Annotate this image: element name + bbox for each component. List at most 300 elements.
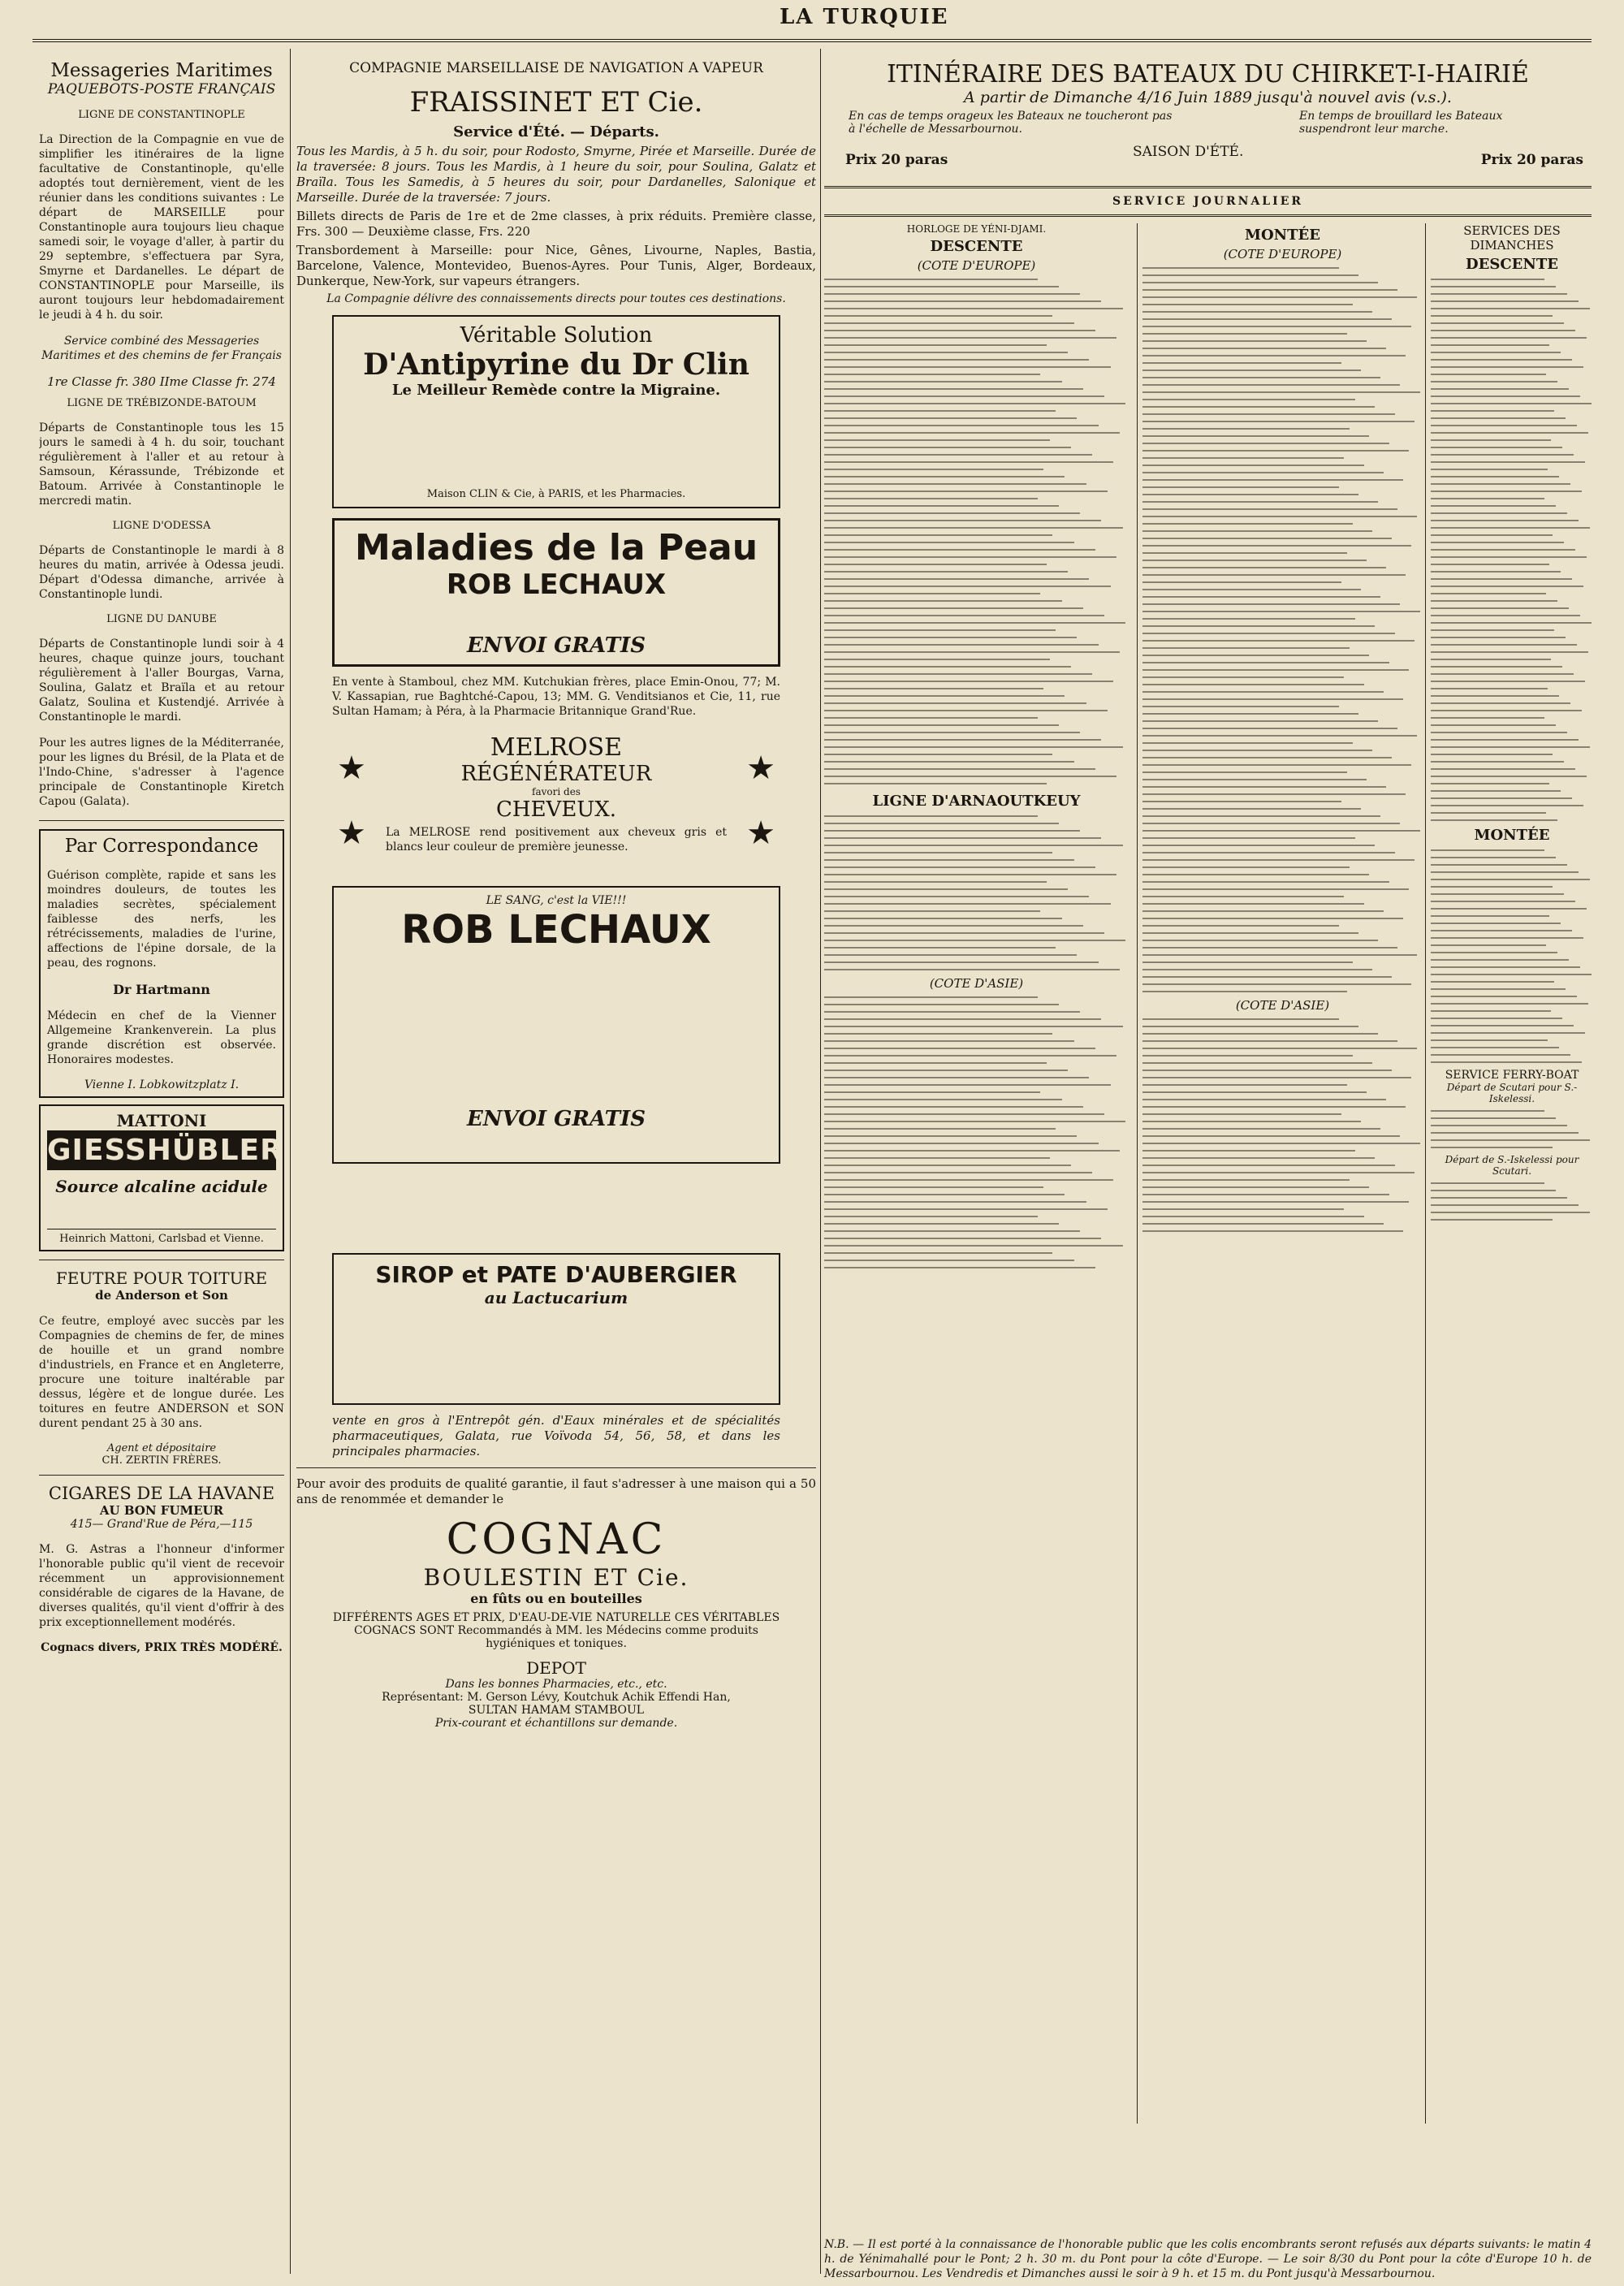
text-line xyxy=(1142,757,1392,758)
company-header: COMPAGNIE MARSEILLAISE DE NAVIGATION A VAPEUR xyxy=(349,60,763,76)
text-line xyxy=(824,866,1095,868)
text-line xyxy=(824,1113,1104,1115)
masthead xyxy=(0,0,1624,49)
text-line xyxy=(1142,421,1415,422)
column-rule xyxy=(820,49,821,2274)
text-line xyxy=(824,710,1108,711)
text-line xyxy=(1431,944,1546,946)
service-text-3: Transbordement à Marseille: pour Nice, Gênes, Livourne, Naples, Bastia, Barcelone, Valence, Montevideo, Buenos-Ayres. Pour Tunis, Alger, Bordeaux, Dunkerque, New-York, sur vapeurs étrangers. xyxy=(296,243,816,288)
ferry-title: SERVICE FERRY-BOAT xyxy=(1445,1069,1579,1082)
rob-lechaux-2: ROB LECHAUX xyxy=(401,907,711,953)
text-line xyxy=(1142,823,1400,824)
text-line xyxy=(1142,443,1389,444)
maladies-ad xyxy=(332,518,780,667)
text-line xyxy=(1142,932,1358,934)
montee-cote-europe: (COTE D'EUROPE) xyxy=(1223,247,1342,261)
note-right: En temps de brouillard les Bateaux suspendront leur marche. xyxy=(1299,110,1503,136)
text-line xyxy=(1431,344,1549,346)
text-line xyxy=(1142,435,1369,437)
text-line xyxy=(1431,981,1554,983)
text-line xyxy=(1431,439,1551,441)
nb-text: N.B. — Il est porté à la connaissance de l'honorable public que les colis encombrants seront refusés aux départs suivants: le matin 4 h. de Yénimahallé pour le Pont; 2 h. 30 m. du Pont pour la côte d'Europe. — Le soir 8/30 du Pont pour la côte d'Europe 10 h. de Messarbournou. Les Vendredis et Dimanches aussi le soir à 9 h. et 15 m. du Pont jusqu'à Messarbournou. xyxy=(824,2238,1592,2280)
text-line xyxy=(1142,1194,1389,1195)
descente-cote-europe: (COTE D'EUROPE) xyxy=(917,258,1036,273)
text-line xyxy=(1142,1033,1378,1035)
text-line xyxy=(1142,399,1355,400)
text-line xyxy=(1431,615,1580,616)
montee-title: MONTÉE xyxy=(1245,227,1320,244)
masthead-rule xyxy=(32,39,1592,42)
envoi-gratis-2: ENVOI GRATIS xyxy=(466,1107,646,1131)
text-line xyxy=(824,629,1056,631)
note-left: En cas de temps orageux les Bateaux ne toucheront pas à l'échelle de Messarbournou. xyxy=(849,110,1173,136)
text-line xyxy=(1431,1212,1590,1213)
text-line xyxy=(1431,732,1567,733)
text-line xyxy=(1431,600,1557,602)
text-line xyxy=(1142,1048,1417,1049)
text-line xyxy=(824,395,1104,397)
text-line xyxy=(1431,673,1574,675)
text-line xyxy=(1431,322,1564,324)
text-line xyxy=(824,600,1062,602)
text-line xyxy=(824,969,1120,970)
text-line xyxy=(824,483,1086,485)
text-line xyxy=(1142,596,1380,598)
cognac-title: COGNAC xyxy=(446,1515,667,1564)
text-line xyxy=(1431,1047,1559,1048)
text-line xyxy=(1431,1039,1548,1041)
text-line xyxy=(824,681,1113,682)
service-journalier: SERVICE JOURNALIER xyxy=(1112,195,1304,208)
dimanches-montee: MONTÉE xyxy=(1474,827,1550,844)
text-line xyxy=(824,918,1062,919)
text-line xyxy=(1431,812,1546,814)
text-line xyxy=(1431,1110,1544,1112)
text-line xyxy=(824,815,1038,817)
text-line xyxy=(1142,618,1355,620)
text-line xyxy=(1431,549,1575,551)
text-line xyxy=(824,593,1040,594)
text-line xyxy=(1142,866,1350,868)
text-line xyxy=(1142,501,1378,503)
antipyrine-top: Véritable Solution xyxy=(460,323,653,348)
service-note: Service combiné des Messageries Maritimes et des chemins de fer Français xyxy=(41,335,282,362)
text-line xyxy=(1431,381,1557,382)
text-line xyxy=(1142,947,1397,949)
service-text: Tous les Mardis, à 5 h. du soir, pour Rodosto, Smyrne, Pirée et Marseille. Durée de la traversée: 8 jours. Tous les Mardis, à 1 heure du soir, pour Soulina, Galatz et Braïla. Tous les Samedis, à 5 heures du soir, pour Dardanelles, Salonique et Marseille. Durée de la traversée: 7 jours. xyxy=(296,144,816,205)
text-line xyxy=(1431,768,1575,770)
futs: en fûts ou en bouteilles xyxy=(470,1591,642,1606)
text-line xyxy=(1431,527,1590,529)
text-line xyxy=(1142,669,1409,671)
text-line xyxy=(824,447,1071,448)
text-line xyxy=(1142,274,1358,276)
text-line xyxy=(1142,874,1369,875)
text-line xyxy=(1142,1091,1367,1093)
horloge: HORLOGE DE YÉNI-DJAMI. xyxy=(906,223,1047,235)
mattoni-ad xyxy=(39,1104,284,1251)
text-line xyxy=(1431,923,1561,924)
text-line xyxy=(1142,581,1341,583)
text-line xyxy=(824,315,1052,317)
text-line xyxy=(824,724,1059,726)
text-line xyxy=(824,410,1056,412)
text-line xyxy=(1142,771,1347,773)
text-line xyxy=(824,432,1120,434)
text-line xyxy=(1431,586,1583,587)
text-line xyxy=(824,454,1092,456)
text-line xyxy=(1142,1157,1375,1159)
text-line xyxy=(1431,593,1546,594)
service-footer: La Compagnie délivre des connaissements directs pour toutes ces destinations. xyxy=(326,292,786,305)
text-line xyxy=(1431,578,1572,580)
text-line xyxy=(824,381,1062,382)
correspondance-title: Par Correspondance xyxy=(64,836,259,857)
text-line xyxy=(824,783,1047,784)
text-line xyxy=(1431,395,1580,397)
text-line xyxy=(824,940,1125,941)
melrose-title: MELROSE xyxy=(490,733,623,762)
text-line xyxy=(1431,571,1561,573)
text-line xyxy=(824,300,1101,302)
text-line xyxy=(1431,1003,1588,1005)
text-line xyxy=(1142,698,1403,700)
text-line xyxy=(1431,498,1544,499)
text-line xyxy=(1431,819,1557,821)
text-line xyxy=(824,1223,1059,1225)
text-line xyxy=(1142,1165,1395,1166)
text-line xyxy=(824,534,1052,536)
text-line xyxy=(1431,1025,1574,1026)
divider xyxy=(296,1467,816,1468)
star-icon: ★ xyxy=(337,815,366,852)
text-line xyxy=(824,830,1080,832)
text-line xyxy=(1142,611,1420,612)
text-line xyxy=(824,1070,1068,1071)
text-line xyxy=(1142,713,1358,715)
text-line xyxy=(1142,991,1347,992)
text-line xyxy=(1431,1132,1579,1134)
text-line xyxy=(1142,625,1375,627)
text-line xyxy=(1142,1106,1406,1108)
text-line xyxy=(1142,976,1392,978)
text-line xyxy=(824,910,1040,912)
text-line xyxy=(824,739,1101,741)
mediterranean-text: Pour les autres lignes de la Méditerranée, pour les lignes du Brésil, de la Plata et de l'Indo-Chine, s'adresser à l'agence principale de Constantinople Kiretch Capou (Galata). xyxy=(39,737,284,808)
text-line xyxy=(824,925,1083,927)
timetable xyxy=(824,223,1592,2124)
text-line xyxy=(824,1055,1116,1057)
ferry-table xyxy=(1431,1110,1592,1148)
text-line xyxy=(1431,761,1564,763)
text-line xyxy=(1142,494,1358,495)
text-line xyxy=(1142,589,1361,590)
text-line xyxy=(1142,428,1350,430)
itineraire-notes xyxy=(824,106,1592,179)
text-line xyxy=(824,852,1052,853)
text-line xyxy=(824,542,1074,543)
correspondance-ad xyxy=(39,829,284,1098)
text-line xyxy=(1142,311,1372,313)
sirop-title: SIROP et PATE D'AUBERGIER xyxy=(375,1261,737,1288)
line-trebizonde: LIGNE DE TRÉBIZONDE-BATOUM xyxy=(67,397,257,409)
text-line xyxy=(824,954,1077,956)
text-line xyxy=(1431,447,1562,448)
sirop-text: vente en gros à l'Entrepôt gén. d'Eaux minérales et de spécialités pharmaceutiques, Galata, rue Voïvoda 54, 56, 58, et dans les principales pharmacies. xyxy=(332,1413,780,1458)
antipyrine-ad xyxy=(332,315,780,508)
text-line xyxy=(1142,764,1411,766)
text-line xyxy=(1431,1197,1567,1199)
text-line xyxy=(824,1062,1047,1064)
text-line xyxy=(824,549,1095,551)
text-line xyxy=(1142,633,1395,634)
text-line xyxy=(1431,410,1554,412)
text-line xyxy=(824,903,1111,905)
regenerateur: RÉGÉNÉRATEUR xyxy=(460,762,652,786)
text-line xyxy=(1142,720,1378,722)
text-line xyxy=(824,888,1068,890)
text-line xyxy=(1431,754,1553,755)
text-line xyxy=(824,1106,1083,1108)
text-line xyxy=(824,352,1068,353)
text-line xyxy=(824,761,1074,763)
mattoni-spacer xyxy=(47,1196,276,1229)
text-line xyxy=(1142,1172,1415,1173)
melrose-ad xyxy=(296,733,816,871)
column-left xyxy=(39,49,284,2270)
text-line xyxy=(824,556,1116,558)
text-line xyxy=(1431,1204,1579,1206)
text-line xyxy=(1431,666,1562,668)
text-line xyxy=(1142,545,1411,547)
text-line xyxy=(1142,1077,1411,1078)
saison: SAISON D'ÉTÉ. xyxy=(1133,144,1244,160)
melrose-text: La MELROSE rend positivement aux cheveux gris et blancs leur couleur de première jeunesse. xyxy=(386,826,727,853)
text-line xyxy=(1431,864,1567,866)
text-line xyxy=(1142,1040,1397,1042)
text-line xyxy=(1431,695,1559,697)
text-line xyxy=(1142,801,1341,802)
text-line xyxy=(1142,940,1378,941)
cigar-subtitle: AU BON FUMEUR xyxy=(99,1503,224,1518)
text-line xyxy=(1142,538,1392,539)
text-line xyxy=(1431,966,1580,968)
text-line xyxy=(824,644,1099,646)
asie-table xyxy=(824,996,1129,1268)
messageries-subtitle: PAQUEBOTS-POSTE FRANÇAIS xyxy=(47,81,276,97)
text-line xyxy=(1142,1216,1364,1217)
text-line xyxy=(824,776,1116,777)
text-line xyxy=(824,1201,1086,1203)
text-line xyxy=(1431,454,1574,456)
text-line xyxy=(1431,717,1544,719)
text-line xyxy=(824,1245,1123,1247)
text-line xyxy=(824,768,1095,770)
text-line xyxy=(824,1018,1101,1020)
text-line xyxy=(824,308,1123,309)
arnaoutkeuy-table xyxy=(824,815,1129,970)
text-line xyxy=(1142,896,1344,897)
feutre-agent: Agent et dépositaire xyxy=(106,1442,217,1454)
itineraire-title: ITINÉRAIRE DES BATEAUX DU CHIRKET-I-HAIRIÉ xyxy=(887,60,1529,89)
text-line xyxy=(1431,988,1566,990)
ferry-subtitle: Départ de Scutari pour S.-Iskelessi. xyxy=(1446,1082,1578,1104)
text-line xyxy=(1142,552,1347,554)
text-line xyxy=(824,1121,1125,1122)
ferry-subtitle-2: Départ de S.-Iskelessi pour Scutari. xyxy=(1445,1154,1579,1177)
dimanches-descente: DESCENTE xyxy=(1466,256,1558,273)
text-line xyxy=(1142,983,1411,985)
text-line xyxy=(1142,742,1353,744)
text-line xyxy=(1431,790,1561,792)
text-line xyxy=(1142,603,1400,605)
text-line xyxy=(1431,505,1556,507)
messageries-title: Messageries Maritimes xyxy=(50,60,273,81)
text-line xyxy=(824,695,1065,697)
text-line xyxy=(824,374,1040,375)
text-line xyxy=(1431,542,1564,543)
text-line xyxy=(824,1040,1074,1042)
text-line xyxy=(824,1157,1050,1159)
cigar-footer: Cognacs divers, PRIX TRÈS MODÉRÉ. xyxy=(41,1641,283,1654)
giesshubler-name: GIESSHÜBLER xyxy=(47,1130,276,1170)
text-line xyxy=(1431,776,1587,777)
text-line xyxy=(1431,1117,1556,1119)
text-line xyxy=(824,837,1101,839)
mattoni-footer: Heinrich Mattoni, Carlsbad et Vienne. xyxy=(47,1229,276,1245)
text-line xyxy=(824,962,1099,963)
text-line xyxy=(1431,607,1569,609)
text-line xyxy=(824,1179,1113,1181)
text-line xyxy=(1431,1032,1585,1034)
text-line xyxy=(1142,1099,1386,1100)
text-line xyxy=(1142,516,1417,517)
depot: DEPOT xyxy=(526,1658,586,1678)
text-line xyxy=(824,476,1065,478)
montee-asie-table xyxy=(1142,1018,1423,1232)
text-line xyxy=(1142,1084,1347,1086)
text-line xyxy=(1142,479,1403,481)
text-line xyxy=(824,1033,1052,1035)
text-line xyxy=(1142,1026,1358,1027)
text-line xyxy=(824,1091,1040,1093)
text-line xyxy=(824,1267,1095,1268)
text-line xyxy=(824,754,1052,755)
divider xyxy=(824,186,1592,188)
cigar-text: M. G. Astras a l'honneur d'informer l'honorable public qu'il vient de recevoir récemment un approvisionnement considérable de cigares de la Havane, de diverses qualités, qu'il vient d'offrir à des prix exceptionnellement modérés. xyxy=(39,1543,284,1629)
text-line xyxy=(1431,469,1548,470)
text-line xyxy=(1431,996,1577,997)
boulestin: BOULESTIN ET Cie. xyxy=(423,1564,689,1591)
constantinople-text: La Direction de la Compagnie en vue de simplifier les itinéraires de la ligne facultative de Constantinople, qu'elle adoptés tout dernièrement, vient de les réunier dans les conditions suivantes : Le départ de MARSEILLE pour Constantinople aura toujours lieu chaque samedi soir, le voyage d'aller, à partir du 29 septembre, s'effectuera par Syra, Smyrne et Dardanelles. Le départ de CONSTANTINOPLE pour Marseille, ils auront toujours leur hebdomadairement le jeudi à 4 h. du soir. xyxy=(39,133,284,322)
text-line xyxy=(824,330,1095,331)
text-line xyxy=(824,1194,1065,1195)
text-line xyxy=(1142,355,1406,357)
text-line xyxy=(824,615,1104,616)
text-line xyxy=(1431,315,1553,317)
text-line xyxy=(1142,852,1395,853)
descente-table xyxy=(824,279,1129,784)
text-line xyxy=(1142,318,1392,320)
text-line xyxy=(1142,640,1415,642)
text-line xyxy=(824,1165,1071,1166)
pharmacy-text: En vente à Stamboul, chez MM. Kutchukian frères, place Emin-Onou, 77; M. V. Kassapian, rue Baghtché-Capou, 13; MM. G. Venditsianos et Cie, 11, rue Sultan Hamam; à Péra, à la Pharmacie Britannique Grand'Rue. xyxy=(332,676,780,718)
text-line xyxy=(1431,359,1572,361)
text-line xyxy=(824,512,1080,514)
feutre-agent-name: CH. ZERTIN FRÈRES. xyxy=(102,1454,222,1467)
text-line xyxy=(1142,706,1339,707)
divider xyxy=(39,1475,284,1476)
text-line xyxy=(1142,786,1386,788)
text-line xyxy=(824,1026,1123,1027)
text-line xyxy=(824,659,1050,660)
representant: Représentant: M. Gerson Lévy, Koutchuk Achik Effendi Han, xyxy=(382,1691,731,1704)
text-line xyxy=(1431,644,1577,646)
text-line xyxy=(1142,1186,1369,1188)
price-left: Prix 20 paras xyxy=(845,152,948,168)
text-line xyxy=(1431,1219,1553,1221)
text-line xyxy=(1431,637,1566,638)
text-line xyxy=(1142,1201,1409,1203)
text-line xyxy=(824,564,1047,565)
antipyrine-title: D'Antipyrine du Dr Clin xyxy=(363,348,749,382)
text-line xyxy=(824,1172,1092,1173)
text-line xyxy=(1431,805,1583,806)
sirop-body xyxy=(340,1307,772,1397)
newspaper-name: LA TURQUIE xyxy=(780,5,949,29)
text-line xyxy=(824,439,1050,441)
text-line xyxy=(1142,326,1411,327)
text-line xyxy=(1431,425,1577,426)
representant-3: Prix-courant et échantillons sur demande. xyxy=(434,1717,678,1730)
text-line xyxy=(1431,908,1587,910)
text-line xyxy=(1142,406,1375,408)
text-line xyxy=(1431,915,1549,917)
text-line xyxy=(1142,662,1389,663)
text-line xyxy=(1431,512,1567,514)
text-line xyxy=(1431,293,1567,295)
text-line xyxy=(1431,710,1582,711)
text-line xyxy=(824,947,1056,949)
text-line xyxy=(1431,1139,1590,1141)
odessa-text: Départs de Constantinople le mardi à 8 heures du matin, arrivée à Odessa jeudi. Départ d'Odessa dimanche, arrivée à Constantinople lundi. xyxy=(39,544,284,601)
text-line xyxy=(824,366,1111,368)
text-line xyxy=(824,874,1116,875)
itineraire-subtitle: A partir de Dimanche 4/16 Juin 1889 jusqu'à nouvel avis (v.s.). xyxy=(964,89,1452,106)
text-line xyxy=(1431,520,1579,521)
text-line xyxy=(1431,629,1554,631)
rob-body xyxy=(340,953,772,1107)
text-line xyxy=(1142,830,1420,832)
text-line xyxy=(1431,974,1592,975)
text-line xyxy=(824,286,1059,287)
text-line xyxy=(1142,684,1364,685)
text-line xyxy=(1142,1223,1384,1225)
text-line xyxy=(824,293,1080,295)
text-line xyxy=(1142,289,1397,291)
text-line xyxy=(1142,888,1409,890)
text-line xyxy=(1431,337,1587,339)
text-line xyxy=(1431,688,1548,689)
text-line xyxy=(1431,388,1569,390)
text-line xyxy=(1431,1147,1553,1148)
text-line xyxy=(824,388,1083,390)
text-line xyxy=(1431,556,1587,558)
descente-column xyxy=(824,223,1129,2124)
service-text-2: Billets directs de Paris de 1re et de 2me classes, à prix réduits. Première classe, Frs. 300 — Deuxième classe, Frs. 220 xyxy=(296,209,816,239)
column-rule xyxy=(290,49,291,2274)
text-line xyxy=(824,996,1038,998)
